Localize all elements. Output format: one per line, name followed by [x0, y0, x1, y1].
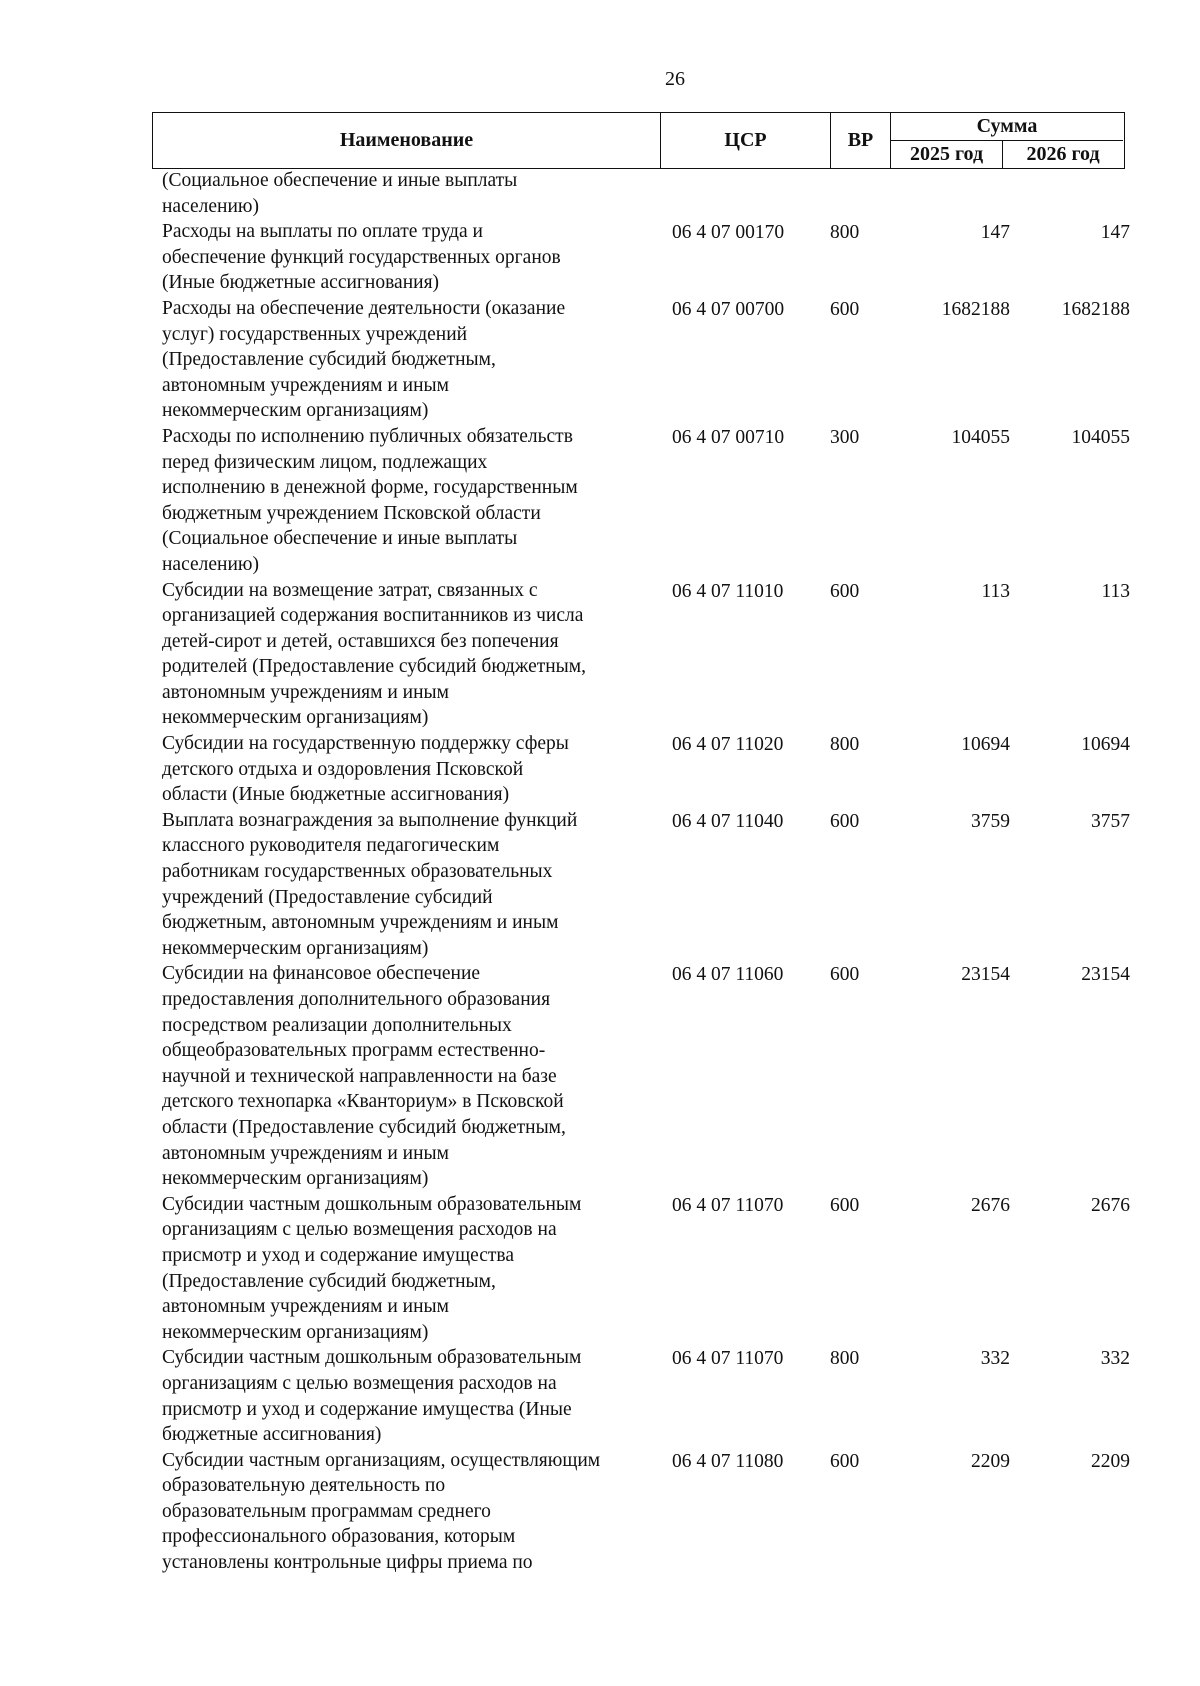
row-sum-2025: 2209: [971, 1450, 1010, 1472]
row-sum-2025: 332: [980, 1348, 1010, 1370]
table-row: [162, 424, 1130, 578]
row-vr: 600: [830, 580, 860, 602]
row-sum-2025: 147: [980, 222, 1010, 244]
header-year-2026: 2026 год: [1026, 143, 1100, 165]
row-csr: 06 4 07 00170: [672, 222, 785, 244]
row-sum-2025: 104055: [951, 426, 1010, 448]
table-header: [152, 112, 1125, 169]
row-sum-2026: 113: [1101, 580, 1130, 602]
row-sum-2026: 23154: [1081, 964, 1130, 986]
row-name: Расходы на выплаты по оплате труда и обеспечение функций государственных органов (Иные бюджетные ассигнования): [162, 221, 561, 294]
row-csr: 06 4 07 11040: [672, 810, 784, 832]
row-vr: 300: [830, 426, 860, 448]
row-vr: 800: [830, 1348, 860, 1370]
row-vr: 800: [830, 734, 860, 756]
table-row: [162, 219, 1130, 296]
header-csr: ЦСР: [661, 113, 831, 168]
row-name: Субсидии на финансовое обеспечение предоставления дополнительного образования посредством реализации дополнительных общеобразовательных программ естественно- научной и технической направленности на базе детского технопарка «Кванториум» в Псковской области (Предоставление субсидий бюджетным, автономным учреждениям и иным некоммерческим организациям): [162, 963, 566, 1190]
row-sum-2026: 332: [1100, 1348, 1130, 1370]
table-row: [162, 961, 1130, 1191]
row-vr: 600: [830, 1194, 860, 1216]
row-name: Субсидии на государственную поддержку сферы детского отдыха и оздоровления Псковской области (Иные бюджетные ассигнования): [162, 733, 569, 806]
row-vr: 600: [830, 810, 860, 832]
table-row: [162, 1345, 1130, 1447]
row-csr: 06 4 07 11060: [672, 964, 784, 986]
row-sum-2026: 10694: [1081, 734, 1130, 756]
header-year-2025: 2025 год: [891, 141, 1003, 168]
table-row: [162, 1192, 1130, 1346]
table-row: [162, 296, 1130, 424]
header-name: Наименование: [153, 113, 661, 168]
row-name: Расходы по исполнению публичных обязательств перед физическим лицом, подлежащих исполнению в денежной форме, государственным бюджетным учреждением Псковской области (Социальное обеспечение и иные выплаты населению): [162, 425, 578, 575]
row-csr: 06 4 07 00710: [672, 426, 785, 448]
page-number: 26: [665, 68, 685, 90]
header-sum: Сумма: [891, 113, 1123, 141]
row-csr: 06 4 07 11010: [672, 580, 784, 602]
row-vr: 800: [830, 222, 860, 244]
row-sum-2026: 2209: [1091, 1450, 1130, 1472]
row-name: Выплата вознаграждения за выполнение функций классного руководителя педагогическим работникам государственных образовательных учреждений (Предоставление субсидий бюджетным, автономным учреждениям и иным некоммерческим организациям): [162, 809, 578, 959]
row-vr: 600: [830, 964, 860, 986]
row-sum-2026: 104055: [1071, 426, 1130, 448]
row-sum-2025: 113: [981, 580, 1010, 602]
continued-text: (Социальное обеспечение и иные выплаты населению): [162, 170, 518, 217]
table-row: [162, 808, 1130, 962]
row-csr: 06 4 07 11070: [672, 1348, 784, 1370]
table-row: [162, 578, 1130, 732]
table-row: [162, 1448, 1130, 1576]
table-body: [162, 168, 1130, 1576]
row-name: Субсидии на возмещение затрат, связанных с организацией содержания воспитанников из числа детей-сирот и детей, оставшихся без попечения родителей (Предоставление субсидий бюджетным, автономным учреждениям и иным некоммерческим организациям): [162, 579, 586, 729]
row-csr: 06 4 07 00700: [672, 298, 785, 320]
table-row: [162, 731, 1130, 808]
row-csr: 06 4 07 11080: [672, 1450, 784, 1472]
row-sum-2026: 1682188: [1061, 298, 1130, 320]
row-name: Субсидии частным дошкольным образовательным организациям с целью возмещения расходов на присмотр и уход и содержание имущества (Иные бюджетные ассигнования): [162, 1347, 582, 1446]
row-sum-2026: 2676: [1091, 1194, 1130, 1216]
row-sum-2025: 23154: [961, 964, 1010, 986]
row-sum-2025: 2676: [971, 1194, 1010, 1216]
row-name: Субсидии частным дошкольным образовательным организациям с целью возмещения расходов на присмотр и уход и содержание имущества (Предоставление субсидий бюджетным, автономным учреждениям и иным некоммерческим организациям): [162, 1193, 582, 1343]
row-vr: 600: [830, 298, 860, 320]
header-vr: ВР: [831, 113, 891, 168]
row-vr: 600: [830, 1450, 860, 1472]
row-name: Субсидии частным организациям, осуществляющим образовательную деятельность по образовательным программам среднего профессионального образования, которым установлены контрольные цифры приема по: [162, 1449, 601, 1574]
row-csr: 06 4 07 11070: [672, 1194, 784, 1216]
row-csr: 06 4 07 11020: [672, 734, 784, 756]
row-sum-2025: 1682188: [941, 298, 1010, 320]
row-sum-2025: 3759: [971, 810, 1010, 832]
row-sum-2025: 10694: [961, 734, 1010, 756]
row-name: Расходы на обеспечение деятельности (оказание услуг) государственных учреждений (Предоставление субсидий бюджетным, автономным учреждениям и иным некоммерческим организациям): [162, 297, 566, 422]
row-sum-2026: 3757: [1091, 810, 1130, 832]
row-sum-2026: 147: [1100, 222, 1130, 244]
